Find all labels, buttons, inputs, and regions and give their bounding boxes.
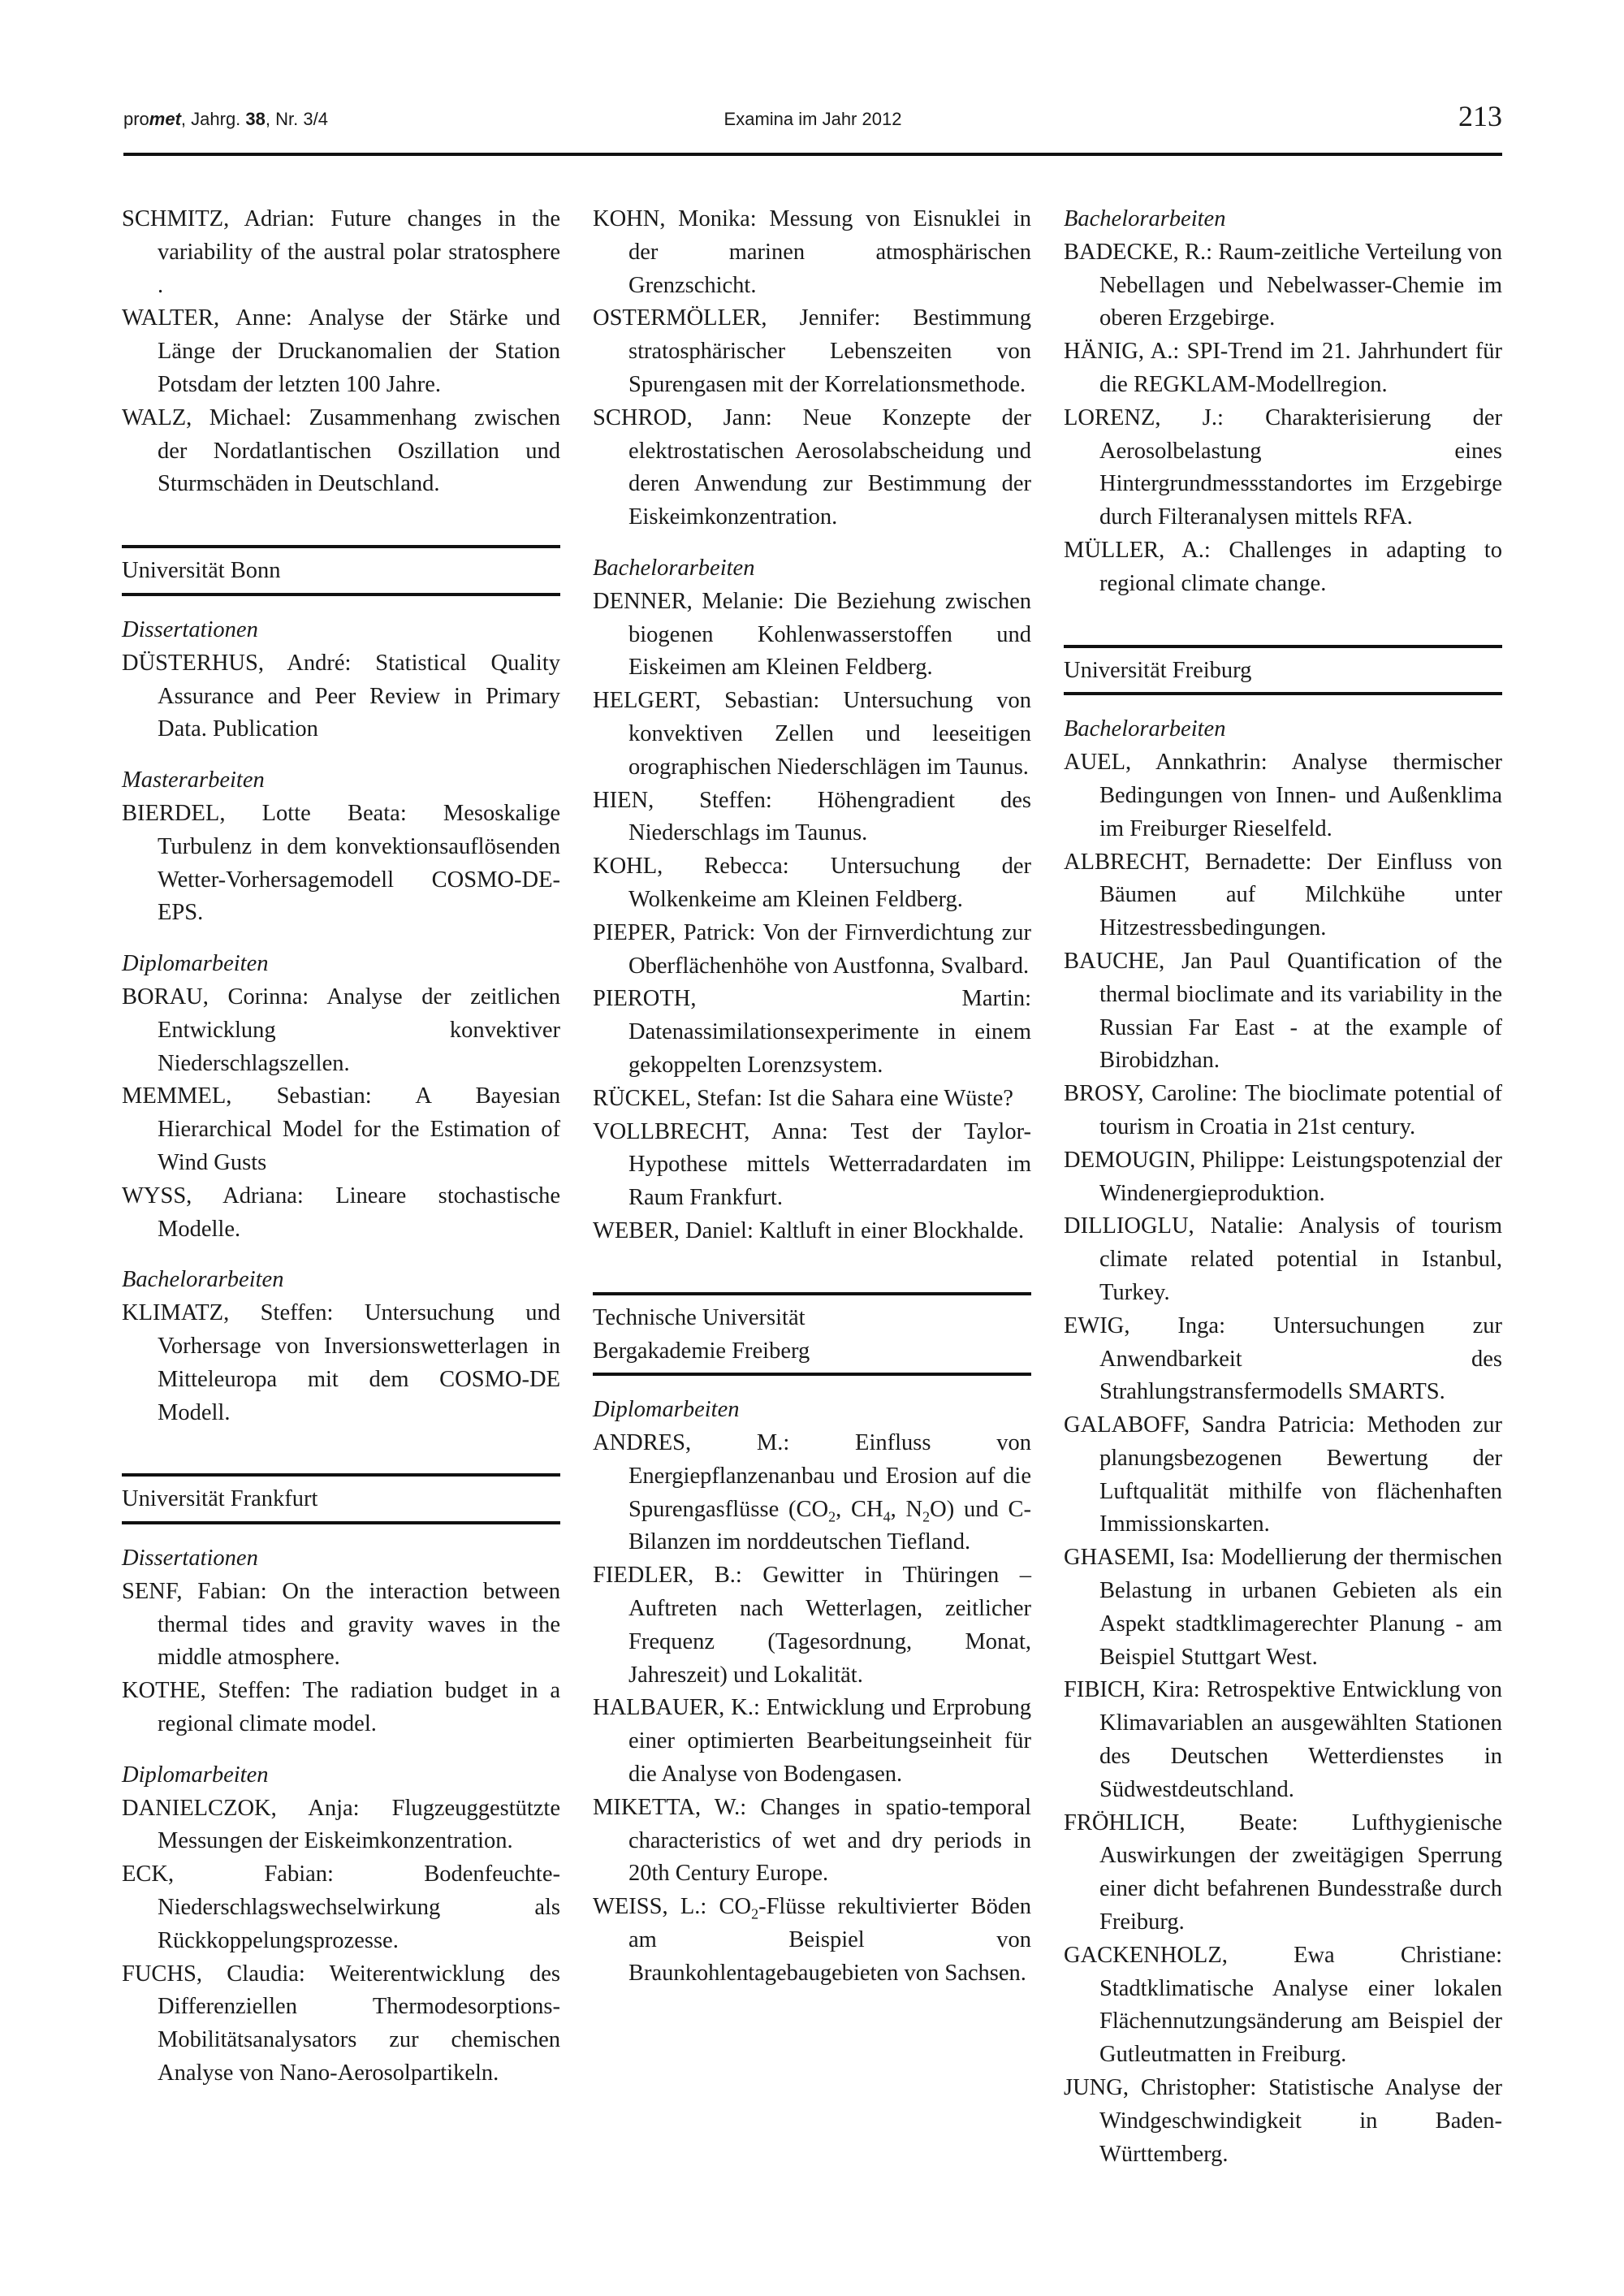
list-item: ALBRECHT, Bernadette: Der Einfluss von Bäumen auf Milchkühe unter Hitzestressbedingungen. bbox=[1064, 849, 1502, 941]
subsection-label: Masterarbeiten bbox=[122, 767, 265, 793]
list-item: SENF, Fabian: On the interaction between thermal tides and gravity waves in the middle atmosphere. bbox=[122, 1578, 560, 1671]
list-item: KOTHE, Steffen: The radiation budget in a regional climate model. bbox=[122, 1678, 560, 1737]
subsection-label: Bachelorarbeiten bbox=[1064, 716, 1226, 742]
subsection-label: Bachelorarbeiten bbox=[122, 1267, 284, 1293]
list-item: DANIELCZOK, Anja: Flugzeuggestützte Messungen der Eiskeimkonzentration. bbox=[122, 1795, 560, 1854]
list-item: RÜCKEL, Stefan: Ist die Sahara eine Wüste? bbox=[593, 1085, 1013, 1111]
journal-name-pro: pro bbox=[123, 109, 149, 129]
section-title: Universität Frankfurt bbox=[122, 1486, 318, 1512]
list-item: KOHN, Monika: Messung von Eisnuklei in der marinen atmosphärischen Grenzschicht. bbox=[593, 206, 1031, 298]
list-item: WALZ, Michael: Zusammenhang zwischen der Nordatlantischen Oszillation und Sturmschäden in Deutschland. bbox=[122, 404, 560, 497]
list-item: AUEL, Annkathrin: Analyse thermischer Bedingungen von Innen- und Außenklima im Freiburger Rieselfeld. bbox=[1064, 750, 1502, 841]
section-heading-bonn bbox=[122, 545, 560, 596]
column-2 bbox=[593, 203, 1031, 1991]
list-item: JUNG, Christopher: Statistische Analyse der Windgeschwindigkeit in Baden-Württemberg. bbox=[1064, 2075, 1502, 2167]
list-item: MEMMEL, Sebastian: A Bayesian Hierarchical Model for the Estimation of Wind Gusts bbox=[122, 1083, 560, 1175]
subsection-label: Diplomarbeiten bbox=[593, 1397, 740, 1423]
list-item: SCHROD, Jann: Neue Konzepte der elektrostatischen Aerosolabscheidung und deren Anwendung zur Bestimmung der Eiskeimkonzentration. bbox=[593, 404, 1031, 530]
list-item: KOHL, Rebecca: Untersuchung der Wolkenkeime am Kleinen Feldberg. bbox=[593, 854, 1031, 912]
subsection-label: Dissertationen bbox=[122, 616, 258, 642]
list-item: ECK, Fabian: Bodenfeuchte-Niederschlagswechselwirkung als Rückkoppelungsprozesse. bbox=[122, 1861, 560, 1953]
list-item: FIBICH, Kira: Retrospektive Entwicklung von Klimavariablen an ausgewählten Stationen des Deutschen Wetterdienstes in Südwestdeutschland. bbox=[1064, 1677, 1502, 1802]
list-item: EWIG, Inga: Untersuchungen zur Anwendbarkeit des Strahlungstransfermodells SMARTS. bbox=[1064, 1312, 1502, 1405]
list-item: GHASEMI, Isa: Modellierung der thermischen Belastung in urbanen Gebieten als ein Aspekt stadtklimagerechter Planung - am Beispiel Stuttgart West. bbox=[1064, 1545, 1502, 1670]
section-title: Technische Universität bbox=[593, 1304, 806, 1330]
subsection-label: Diplomarbeiten bbox=[122, 951, 269, 977]
volume-number: 38 bbox=[245, 109, 266, 129]
column-1 bbox=[122, 203, 560, 2091]
header-rule bbox=[123, 153, 1502, 156]
list-item: HÄNIG, A.: SPI-Trend im 21. Jahrhundert für die REGKLAM-Modellregion. bbox=[1064, 339, 1502, 397]
list-item: FRÖHLICH, Beate: Lufthygienische Auswirkungen der zweitägigen Sperrung einer dicht befahrenen Bundesstraße durch Freiburg. bbox=[1064, 1810, 1502, 1935]
list-item: MÜLLER, A.: Challenges in adapting to regional climate change. bbox=[1064, 537, 1502, 596]
section-title: Universität Freiburg bbox=[1064, 657, 1252, 683]
list-item: VOLLBRECHT, Anna: Test der Taylor-Hypothese mittels Wetterradardaten im Raum Frankfurt. bbox=[593, 1118, 1031, 1211]
list-item: HELGERT, Sebastian: Untersuchung von konvektiven Zellen und leeseitigen orographischen Niederschlägen im Taunus. bbox=[593, 688, 1031, 780]
list-item: GALABOFF, Sandra Patricia: Methoden zur planungsbezogenen Bewertung der Luftqualität mithilfe von flächenhaften Immissionskarten. bbox=[1064, 1412, 1502, 1537]
subsection-label: Dissertationen bbox=[122, 1546, 258, 1572]
list-item: OSTERMÖLLER, Jennifer: Bestimmung stratosphärischer Lebenszeiten von Spurengasen mit der Korrelationsmethode. bbox=[593, 305, 1031, 397]
list-item: HIEN, Steffen: Höhengradient des Niederschlags im Taunus. bbox=[593, 787, 1031, 846]
running-title: Examina im Jahr 2012 bbox=[723, 109, 902, 129]
page-number: 213 bbox=[1458, 100, 1502, 132]
section-title: Universität Bonn bbox=[122, 558, 281, 584]
list-item: BIERDEL, Lotte Beata: Mesoskalige Turbulenz in dem konvektionsauflösenden Wetter-Vorhersagemodell COSMO-DE-EPS. bbox=[122, 800, 560, 926]
subsection-label: Bachelorarbeiten bbox=[593, 555, 755, 581]
list-item: ANDRES, M.: Einfluss von Energiepflanzenanbau und Erosion auf die Spurengasflüsse ($CO_2$, $CH_4$, $N_2O$) und C-Bilanzen im norddeutschen Tiefland. bbox=[593, 1430, 1032, 1555]
jahrg-label: , Jahrg. bbox=[180, 109, 246, 129]
list-item: DÜSTERHUS, André: Statistical Quality Assurance and Peer Review in Primary Data. Publication bbox=[122, 650, 560, 742]
list-item: WEISS, L.: $CO_2$-Flüsse rekultivierter Böden am Beispiel von Braunkohlentagebaugebieten von Sachsen. bbox=[593, 1894, 1031, 1986]
list-item: PIEPER, Patrick: Von der Firnverdichtung zur Oberflächenhöhe von Austfonna, Svalbard. bbox=[593, 919, 1031, 979]
section-heading-frankfurt bbox=[122, 1473, 560, 1524]
list-item: PIEROTH, Martin: Datenassimilationsexperimente in einem gekoppelten Lorenzsystem. bbox=[593, 986, 1031, 1078]
list-item: BORAU, Corinna: Analyse der zeitlichen Entwicklung konvektiver Niederschlagszellen. bbox=[122, 984, 560, 1076]
list-item: FIEDLER, B.: Gewitter in Thüringen – Auftreten nach Wetterlagen, zeitlicher Frequenz (Tagesordnung, Monat, Jahreszeit) und Lokalität. bbox=[593, 1563, 1031, 1688]
list-item: DEMOUGIN, Philippe: Leistungspotenzial der Windenergieproduktion. bbox=[1064, 1147, 1502, 1206]
section-heading-freiburg bbox=[1064, 645, 1502, 696]
list-item: LORENZ, J.: Charakterisierung der Aerosolbelastung eines Hintergrundmessstandortes im Erzgebirge durch Filteranalysen mittels RFA. bbox=[1064, 404, 1502, 530]
column-3 bbox=[1064, 203, 1502, 2171]
list-item: DILLIOGLU, Natalie: Analysis of tourism climate related potential in Istanbul, Turkey. bbox=[1064, 1213, 1502, 1305]
subsection-label: Bachelorarbeiten bbox=[1064, 206, 1226, 231]
journal-name-met: met bbox=[149, 109, 181, 129]
list-item: MIKETTA, W.: Changes in spatio-temporal characteristics of wet and dry periods in 20th Century Europe. bbox=[593, 1794, 1031, 1887]
section-title: Bergakademie Freiberg bbox=[593, 1338, 810, 1364]
list-item: DENNER, Melanie: Die Beziehung zwischen biogenen Kohlenwasserstoffen und Eiskeimen am Kleinen Feldberg. bbox=[593, 588, 1031, 681]
issue-number: , Nr. 3/4 bbox=[265, 109, 328, 129]
list-item: GACKENHOLZ, Ewa Christiane: Stadtklimatische Analyse einer lokalen Flächennutzungsänderung am Beispiel der Gutleutmatten in Freiburg. bbox=[1064, 1942, 1502, 2068]
page-header bbox=[123, 96, 1502, 154]
list-item: HALBAUER, K.: Entwicklung und Erprobung einer optimierten Bearbeitungseinheit für die Analyse von Bodengasen. bbox=[593, 1695, 1031, 1788]
list-item: KLIMATZ, Steffen: Untersuchung und Vorhersage von Inversionswetterlagen in Mitteleuropa mit dem COSMO-DE Modell. bbox=[122, 1300, 560, 1425]
section-heading-freiberg bbox=[593, 1292, 1031, 1377]
list-item: WYSS, Adriana: Lineare stochastische Modelle. bbox=[122, 1183, 560, 1242]
list-item: BADECKE, R.: Raum-zeitliche Verteilung von Nebellagen und Nebelwasser-Chemie im oberen Erzgebirge. bbox=[1064, 239, 1502, 331]
list-item: BAUCHE, Jan Paul Quantification of the thermal bioclimate and its variability in the Russian Far East - at the example of Birobidzhan. bbox=[1064, 948, 1502, 1074]
list-item: WEBER, Daniel: Kaltluft in einer Blockhalde. bbox=[593, 1217, 1025, 1243]
list-item: SCHMITZ, Adrian: Future changes in the variability of the austral polar stratosphere . bbox=[122, 206, 560, 298]
list-item: FUCHS, Claudia: Weiterentwicklung des Differenziellen Thermodesorptions-Mobilitätsanalysators zur chemischen Analyse von Nano-Aerosolpartikeln. bbox=[122, 1961, 560, 2086]
subsection-label: Diplomarbeiten bbox=[122, 1762, 269, 1788]
list-item: BROSY, Caroline: The bioclimate potential of tourism in Croatia in 21st century. bbox=[1064, 1081, 1502, 1139]
list-item: WALTER, Anne: Analyse der Stärke und Länge der Druckanomalien der Station Potsdam der letzten 100 Jahre. bbox=[122, 305, 560, 397]
